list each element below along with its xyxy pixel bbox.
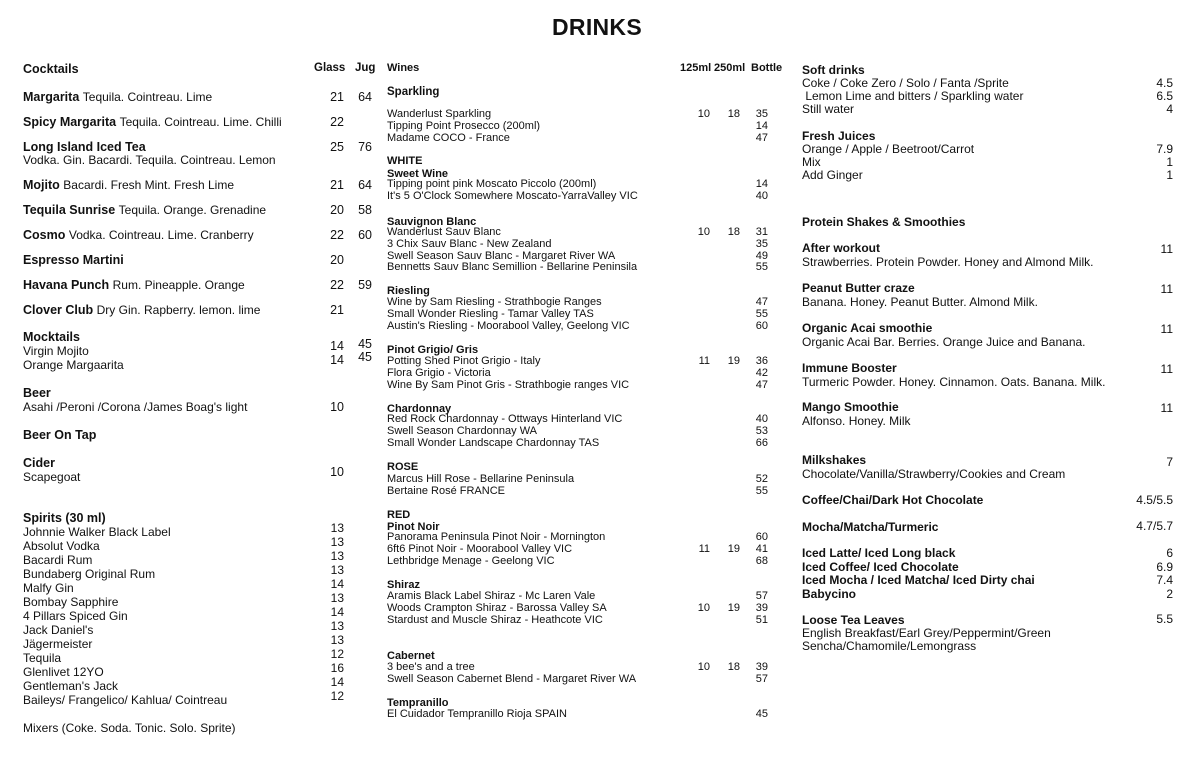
wine-name: 3 bee's and a tree <box>387 661 475 673</box>
bottle-column-header: Bottle <box>751 62 783 74</box>
wine-name: Swell Season Chardonnay WA <box>387 424 538 437</box>
beer-price: 10 <box>330 400 344 414</box>
wine-section-heading: Pinot Noir <box>387 521 440 533</box>
protein-heading: Protein Shakes & Smoothies <box>802 215 966 229</box>
smoothie-name: Mango Smoothie <box>802 400 899 414</box>
cocktail-description: Vodka. Gin. Bacardi. Tequila. Cointreau. Lemon <box>23 153 276 167</box>
wine-name: Red Rock Chardonnay - Ottways Hinterland VIC <box>387 413 623 425</box>
cocktail-description: Tequila. Cointreau. Lime. Chilli <box>119 115 282 129</box>
mocha-price: 4.7/5.7 <box>1136 519 1173 533</box>
wine-name: Woods Crampton Shiraz - Barossa Valley SA <box>387 601 607 614</box>
wine-bottle-price: 35 <box>755 108 768 120</box>
spirit-price: 13 <box>330 549 344 563</box>
cocktail-line <box>23 203 266 217</box>
wine-name: 3 Chix Sauv Blanc - New Zealand <box>387 237 552 250</box>
fresh-juices-heading: Fresh Juices <box>802 129 876 143</box>
smoothie-description: Organic Acai Bar. Berries. Orange Juice and Banana. <box>802 335 1086 349</box>
spirit-name: Jack Daniel's <box>23 623 94 637</box>
cider-heading: Cider <box>23 456 55 470</box>
wine-bottle-price: 35 <box>755 237 768 250</box>
cocktail-jug-price: 64 <box>358 178 372 192</box>
soft-drink-price: 6.5 <box>1156 89 1173 104</box>
cocktail-glass-price: 20 <box>330 253 344 267</box>
wine-name: Austin's Riesling - Moorabool Valley, Geelong VIC <box>387 319 630 332</box>
wine-name: Lethbridge Menage - Geelong VIC <box>387 554 555 567</box>
soft-drink-price: 4.5 <box>1156 76 1173 90</box>
soft-drinks-heading: Soft drinks <box>802 63 865 77</box>
wine-bottle-price: 14 <box>755 119 768 132</box>
wine-bottle-price: 55 <box>755 261 768 274</box>
wine-name: Wine by Sam Riesling - Strathbogie Ranges <box>387 296 602 308</box>
spirit-name: Absolut Vodka <box>23 539 100 553</box>
wine-bottle-price: 57 <box>755 590 768 602</box>
glass-column-header: Glass <box>314 62 346 74</box>
wine-125ml-price: 10 <box>697 226 710 238</box>
cocktail-glass-price: 22 <box>330 115 344 129</box>
wine-250ml-price: 18 <box>727 661 740 673</box>
mocktail-glass-price: 14 <box>330 339 344 353</box>
spirit-name: Johnnie Walker Black Label <box>23 525 171 539</box>
wine-bottle-price: 39 <box>755 661 768 673</box>
juice-name: Add Ginger <box>802 168 863 183</box>
wine-bottle-price: 57 <box>755 672 768 685</box>
iced-drink-name: Babycino <box>802 586 857 601</box>
cocktail-line <box>23 178 234 192</box>
250ml-column-header: 250ml <box>714 62 746 74</box>
cocktail-description: Bacardi. Fresh Mint. Fresh Lime <box>63 178 234 192</box>
spirit-name: Bacardi Rum <box>23 553 93 567</box>
wine-section-heading: Sauvignon Blanc <box>387 216 477 228</box>
wine-125ml-price: 11 <box>698 355 710 367</box>
wine-bottle-price: 31 <box>755 226 768 238</box>
tea-varieties-line1: English Breakfast/Earl Grey/Peppermint/Green <box>802 626 1051 640</box>
beer-description: Asahi /Peroni /Corona /James Boag's light <box>23 400 248 414</box>
spirit-price: 14 <box>330 675 344 689</box>
wine-bottle-price: 47 <box>755 296 768 308</box>
cocktail-jug-price: 76 <box>358 140 372 154</box>
page-title: DRINKS <box>552 14 642 40</box>
tea-heading: Loose Tea Leaves <box>802 613 905 627</box>
wine-bottle-price: 47 <box>755 378 768 391</box>
wine-125ml-price: 11 <box>698 542 710 555</box>
spirit-name: Glenlivet 12YO <box>23 665 104 679</box>
red-label: RED <box>387 509 411 521</box>
wine-section-heading: Shiraz <box>387 579 421 591</box>
wine-bottle-price: 36 <box>755 355 768 367</box>
spirits-heading: Spirits (30 ml) <box>23 511 106 525</box>
mocktails-heading: Mocktails <box>23 330 80 344</box>
iced-drink-name: Iced Coffee/ Iced Chocolate <box>802 559 959 574</box>
wine-name: Potting Shed Pinot Grigio - Italy <box>387 355 541 367</box>
cocktail-line <box>23 115 282 129</box>
cocktail-description: Vodka. Cointreau. Lime. Cranberry <box>68 228 254 242</box>
cider-description: Scapegoat <box>23 470 81 484</box>
coffee-item: Coffee/Chai/Dark Hot Chocolate <box>802 493 984 507</box>
iced-drink-name: Iced Mocha / Iced Matcha/ Iced Dirty chai <box>802 573 1035 587</box>
wine-name: Small Wonder Riesling - Tamar Valley TAS <box>387 307 594 320</box>
cocktail-name: Spicy Margarita <box>23 115 117 129</box>
juice-price: 1 <box>1166 155 1173 170</box>
wine-bottle-price: 55 <box>755 307 768 320</box>
wine-section-heading: Riesling <box>387 285 430 297</box>
cocktails-heading: Cocktails <box>23 62 79 76</box>
wine-section-heading: Sparkling <box>387 86 440 98</box>
cocktail-glass-price: 21 <box>330 178 344 192</box>
wine-name: Madame COCO - France <box>387 131 510 144</box>
cocktail-line <box>23 303 260 317</box>
wine-name: Swell Season Sauv Blanc - Margaret River WA <box>387 249 616 262</box>
iced-drink-price: 6 <box>1166 546 1173 560</box>
spirit-price: 13 <box>330 535 344 549</box>
wine-section-heading: ROSE <box>387 461 419 473</box>
beer-on-tap-heading: Beer On Tap <box>23 428 97 442</box>
cocktail-description: Tequila. Cointreau. Lime <box>82 90 213 104</box>
spirit-price: 12 <box>330 647 344 661</box>
wine-250ml-price: 19 <box>727 355 740 367</box>
wine-name: Bertaine Rosé FRANCE <box>387 484 505 497</box>
milkshakes-price: 7 <box>1166 455 1173 469</box>
wine-name: Panorama Peninsula Pinot Noir - Mornington <box>387 531 606 543</box>
cocktail-glass-price: 22 <box>330 278 344 292</box>
wine-bottle-price: 47 <box>755 131 768 144</box>
mocktail-jug-price: 45 <box>358 350 372 364</box>
spirit-name: Bundaberg Original Rum <box>23 567 156 581</box>
wine-bottle-price: 39 <box>755 601 768 614</box>
wine-bottle-price: 55 <box>755 484 768 497</box>
spirit-price: 13 <box>330 591 344 605</box>
wine-bottle-price: 49 <box>755 249 768 262</box>
milkshakes-description: Chocolate/Vanilla/Strawberry/Cookies and Cream <box>802 467 1066 481</box>
mocktail-glass-price: 14 <box>330 353 344 367</box>
spirit-price: 14 <box>330 577 344 591</box>
white-label: WHITE <box>387 155 423 167</box>
spirit-price: 13 <box>330 633 344 647</box>
smoothie-price: 11 <box>1160 322 1173 336</box>
spirit-name: Jägermeister <box>23 637 93 651</box>
wine-bottle-price: 14 <box>755 178 768 190</box>
cocktail-glass-price: 21 <box>330 303 344 317</box>
smoothie-price: 11 <box>1160 401 1173 415</box>
smoothie-description: Strawberries. Protein Powder. Honey and Almond Milk. <box>802 255 1094 269</box>
tea-varieties-line2: Sencha/Chamomile/Lemongrass <box>802 639 977 653</box>
smoothie-description: Turmeric Powder. Honey. Cinnamon. Oats. Banana. Milk. <box>802 375 1106 389</box>
juice-name: Orange / Apple / Beetroot/Carrot <box>802 142 975 156</box>
wine-name: Wanderlust Sauv Blanc <box>387 226 501 238</box>
wine-name: Small Wonder Landscape Chardonnay TAS <box>387 436 600 449</box>
spirit-price: 12 <box>330 689 344 703</box>
wine-name: Tipping Point Prosecco (200ml) <box>387 119 541 132</box>
wine-name: Swell Season Cabernet Blend - Margaret River WA <box>387 672 637 685</box>
juice-price: 7.9 <box>1156 142 1173 156</box>
mocktail-item: Virgin Mojito <box>23 344 89 358</box>
wine-name: Wanderlust Sparkling <box>387 108 492 120</box>
smoothie-description: Alfonso. Honey. Milk <box>802 414 911 428</box>
wine-bottle-price: 41 <box>755 542 768 555</box>
wine-125ml-price: 10 <box>697 601 710 614</box>
wine-250ml-price: 18 <box>727 108 740 120</box>
wines-heading: Wines <box>387 62 420 74</box>
wine-bottle-price: 40 <box>755 413 768 425</box>
iced-drink-price: 2 <box>1166 586 1173 601</box>
cocktail-name: Margarita <box>23 90 80 104</box>
cocktail-name: Tequila Sunrise <box>23 203 116 217</box>
wine-bottle-price: 52 <box>755 473 768 485</box>
spirit-price: 13 <box>330 563 344 577</box>
spirit-name: Tequila <box>23 651 62 665</box>
soft-drink-price: 4 <box>1166 102 1173 117</box>
spirit-price: 14 <box>330 605 344 619</box>
beer-heading: Beer <box>23 386 51 400</box>
cocktail-line <box>23 90 212 104</box>
wine-bottle-price: 68 <box>755 554 768 567</box>
cocktail-description: Dry Gin. Rapberry. lemon. lime <box>96 303 261 317</box>
smoothie-name: Organic Acai smoothie <box>802 321 933 335</box>
cocktail-line <box>23 228 254 242</box>
juice-price: 1 <box>1166 168 1173 183</box>
coffee-price: 4.5/5.5 <box>1136 493 1173 507</box>
wine-section-heading: Pinot Grigio/ Gris <box>387 344 479 356</box>
cocktail-line <box>23 253 124 267</box>
cocktail-glass-price: 22 <box>330 228 344 242</box>
wine-section-heading: Sweet Wine <box>387 168 449 180</box>
wine-name: Stardust and Muscle Shiraz - Heathcote VIC <box>387 613 603 626</box>
mocktail-item: Orange Margaarita <box>23 358 124 372</box>
cocktail-jug-price: 64 <box>358 90 372 104</box>
juice-name: Mix <box>802 155 821 170</box>
wine-name: 6ft6 Pinot Noir - Moorabool Valley VIC <box>387 542 573 555</box>
125ml-column-header: 125ml <box>680 62 712 74</box>
wine-bottle-price: 53 <box>755 424 768 437</box>
wine-250ml-price: 18 <box>727 226 740 238</box>
cocktail-description: Tequila. Orange. Grenadine <box>118 203 267 217</box>
cocktail-name: Clover Club <box>23 303 94 317</box>
cocktail-line <box>23 278 245 292</box>
tea-price: 5.5 <box>1156 612 1173 626</box>
soft-drink-name: Lemon Lime and bitters / Sparkling water <box>802 89 1024 104</box>
wine-name: El Cuidador Tempranillo Rioja SPAIN <box>387 708 567 720</box>
cocktail-name: Espresso Martini <box>23 253 124 267</box>
smoothie-name: Immune Booster <box>802 361 897 375</box>
spirit-name: Baileys/ Frangelico/ Kahlua/ Cointreau <box>23 693 228 707</box>
iced-drink-price: 7.4 <box>1156 573 1173 587</box>
cocktail-jug-price: 59 <box>358 278 372 292</box>
spirit-name: Gentleman's Jack <box>23 679 118 693</box>
spirit-name: 4 Pillars Spiced Gin <box>23 609 128 623</box>
wine-bottle-price: 60 <box>755 531 768 543</box>
milkshakes-heading: Milkshakes <box>802 453 867 467</box>
iced-drink-name: Iced Latte/ Iced Long black <box>802 546 956 560</box>
wine-name: Tipping point pink Moscato Piccolo (200ml) <box>387 178 597 190</box>
wine-name: Bennetts Sauv Blanc Semillion - Bellarine Peninsila <box>387 261 638 274</box>
soft-drink-name: Still water <box>802 102 855 117</box>
spirit-price: 16 <box>330 661 344 675</box>
wine-bottle-price: 66 <box>755 436 768 449</box>
iced-drink-price: 6.9 <box>1156 559 1173 574</box>
wine-section-heading: Tempranillo <box>387 697 449 709</box>
wine-name: Marcus Hill Rose - Bellarine Peninsula <box>387 473 575 485</box>
wine-125ml-price: 10 <box>697 661 710 673</box>
cocktail-name: Cosmo <box>23 228 66 242</box>
wine-section-heading: Cabernet <box>387 650 435 662</box>
mocktail-jug-price: 45 <box>358 337 372 351</box>
wine-bottle-price: 42 <box>755 366 768 379</box>
smoothie-price: 11 <box>1160 242 1173 256</box>
mocha-item: Mocha/Matcha/Turmeric <box>802 520 939 534</box>
cocktail-name: Havana Punch <box>23 278 110 292</box>
spirit-name: Malfy Gin <box>23 581 74 595</box>
smoothie-price: 11 <box>1160 362 1173 376</box>
wine-125ml-price: 10 <box>697 108 710 120</box>
jug-column-header: Jug <box>355 62 376 74</box>
cider-price: 10 <box>330 465 344 479</box>
wine-bottle-price: 40 <box>755 189 768 202</box>
cocktail-glass-price: 21 <box>330 90 344 104</box>
cocktail-name: Mojito <box>23 178 60 192</box>
wine-section-heading: Chardonnay <box>387 403 452 415</box>
spirit-name: Bombay Sapphire <box>23 595 119 609</box>
cocktail-name: Long Island Iced Tea <box>23 140 146 154</box>
cocktail-description: Rum. Pineapple. Orange <box>112 278 245 292</box>
cocktail-glass-price: 20 <box>330 203 344 217</box>
wine-name: Aramis Black Label Shiraz - Mc Laren Vale <box>387 590 596 602</box>
wine-250ml-price: 19 <box>727 601 740 614</box>
wine-name: Wine By Sam Pinot Gris - Strathbogie ranges VIC <box>387 378 630 391</box>
cocktail-jug-price: 58 <box>358 203 372 217</box>
wine-bottle-price: 60 <box>755 319 768 332</box>
wine-bottle-price: 45 <box>755 708 768 720</box>
smoothie-price: 11 <box>1160 282 1173 296</box>
smoothie-description: Banana. Honey. Peanut Butter. Almond Milk. <box>802 295 1038 309</box>
mixers-note: Mixers (Coke. Soda. Tonic. Solo. Sprite) <box>23 721 236 735</box>
cocktail-jug-price: 60 <box>358 228 372 242</box>
soft-drink-name: Coke / Coke Zero / Solo / Fanta /Sprite <box>802 76 1009 90</box>
smoothie-name: Peanut Butter craze <box>802 281 915 295</box>
wine-250ml-price: 19 <box>727 542 740 555</box>
smoothie-name: After workout <box>802 241 880 255</box>
cocktail-glass-price: 25 <box>330 140 344 154</box>
wine-name: It's 5 O'Clock Somewhere Moscato-YarraValley VIC <box>387 189 638 202</box>
wine-name: Flora Grigio - Victoria <box>387 366 491 379</box>
spirit-price: 13 <box>330 521 344 535</box>
wine-bottle-price: 51 <box>755 613 768 626</box>
spirit-price: 13 <box>330 619 344 633</box>
